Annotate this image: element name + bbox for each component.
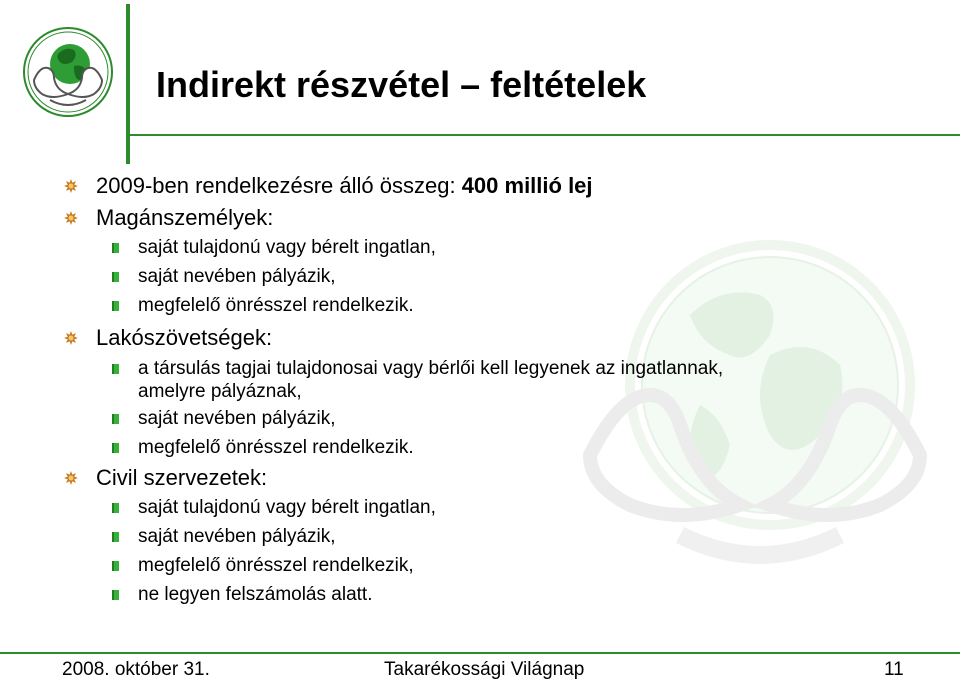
main-bullet-item [96, 173, 593, 199]
sub-bullet-item: megfelelő önrésszel rendelkezik, [138, 555, 414, 576]
title-underline-rule [130, 134, 960, 136]
square-bullet-icon [112, 561, 119, 571]
main-bullet-item [96, 465, 267, 491]
main-bullet-text: 2009-ben rendelkezésre álló összeg: [96, 173, 462, 198]
main-bullet-text: Lakószövetségek: [96, 325, 273, 350]
square-bullet-icon [112, 364, 119, 374]
sub-bullet-item: megfelelő önrésszel rendelkezik. [138, 437, 414, 458]
footer-rule [0, 652, 960, 654]
footer-event: Takarékossági Világnap [384, 659, 585, 680]
square-bullet-icon [112, 503, 119, 513]
footer-date: 2008. október 31. [62, 659, 210, 680]
main-bullet-text: Magánszemélyek: [96, 205, 274, 230]
sub-bullet-item: saját nevében pályázik, [138, 526, 336, 547]
starburst-bullet-icon [64, 179, 78, 193]
square-bullet-icon [112, 414, 119, 424]
main-bullet-item [96, 325, 272, 351]
vertical-accent-rule [126, 4, 130, 164]
footer-page-number: 11 [884, 659, 904, 680]
sub-bullet-item: a társulás tagjai tulajdonosai vagy bérlői kell legyenek az ingatlannak, [138, 358, 724, 379]
square-bullet-icon [112, 243, 119, 253]
sub-bullet-item: saját tulajdonú vagy bérelt ingatlan, [138, 237, 436, 258]
square-bullet-icon [112, 443, 119, 453]
sub-bullet-item: ne legyen felszámolás alatt. [138, 584, 373, 605]
square-bullet-icon [112, 301, 119, 311]
sub-bullet-item: megfelelő önrésszel rendelkezik. [138, 295, 414, 316]
square-bullet-icon [112, 590, 119, 600]
starburst-bullet-icon [64, 211, 78, 225]
sub-bullet-item: amelyre pályáznak, [138, 381, 302, 402]
starburst-bullet-icon [64, 331, 78, 345]
globe-hands-watermark-icon [570, 235, 940, 595]
sub-bullet-item: saját tulajdonú vagy bérelt ingatlan, [138, 497, 436, 518]
main-bullet-item [96, 205, 273, 231]
square-bullet-icon [112, 272, 119, 282]
slide-title: Indirekt részvétel – feltételek [156, 64, 647, 105]
globe-hands-logo-icon [22, 26, 114, 118]
starburst-bullet-icon [64, 471, 78, 485]
sub-bullet-item: saját nevében pályázik, [138, 266, 336, 287]
main-bullet-text: Civil szervezetek: [96, 465, 268, 490]
amount-value: 400 millió lej [461, 173, 593, 198]
square-bullet-icon [112, 532, 119, 542]
sub-bullet-item: saját nevében pályázik, [138, 408, 336, 429]
